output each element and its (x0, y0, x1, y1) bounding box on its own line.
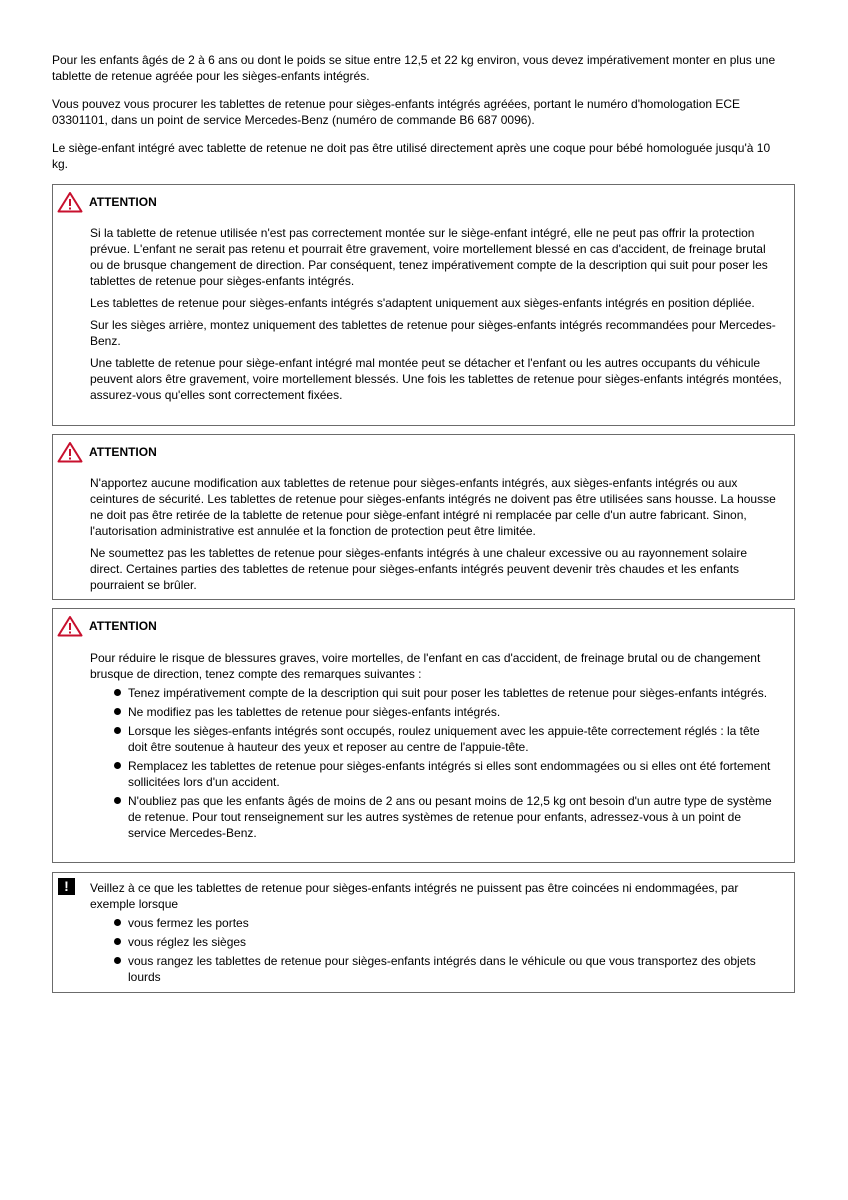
note-body (90, 880, 782, 988)
warning-title: ATTENTION (89, 195, 157, 209)
intro-text: Le siège-enfant intégré avec tablette de retenue ne doit pas être utilisé directement après une coque pour bébé homologuée jusqu'à 10 kg. (52, 141, 771, 171)
warning-triangle-icon (57, 615, 83, 637)
warning-box-2 (52, 434, 795, 600)
list-item-text: vous réglez les sièges (128, 935, 247, 949)
intro-paragraph-2 (52, 96, 787, 128)
list-item (90, 704, 782, 720)
warning-paragraph: Sur les sièges arrière, montez uniquement des tablettes de retenue pour sièges-enfants intégrés recommandées pour Mercedes-Benz. (90, 318, 776, 348)
list-item (90, 723, 782, 755)
intro-paragraph-1 (52, 52, 787, 84)
bullet-icon (114, 957, 121, 964)
warning-box-1 (52, 184, 795, 426)
note-box (52, 872, 795, 993)
warning-triangle-icon (57, 191, 83, 213)
warning-triangle-icon (57, 441, 83, 463)
warning-paragraph: Pour réduire le risque de blessures graves, voire mortelles, de l'enfant en cas d'accident, de freinage brutal ou de changement brusque de direction, tenez compte des remarques suivantes : (90, 651, 761, 681)
list-item-text: N'oubliez pas que les enfants âgés de moins de 2 ans ou pesant moins de 12,5 kg ont besoin d'un autre type de système de retenue. Pour tout renseignement sur les autres systèmes de retenue pour enfants, adressez-vous à un point de service Mercedes-Benz. (128, 794, 772, 840)
list-item-text: Remplacez les tablettes de retenue pour sièges-enfants intégrés si elles sont endommagées ou si elles ont été fortement sollicitées lors d'un accident. (128, 759, 771, 789)
list-item (90, 953, 782, 985)
warning-paragraph: Les tablettes de retenue pour sièges-enfants intégrés s'adaptent uniquement aux sièges-enfants intégrés en position dépliée. (90, 296, 755, 310)
note-text: Veillez à ce que les tablettes de retenue pour sièges-enfants intégrés ne puissent pas être coincées ni endommagées, par exemple lorsque (90, 881, 739, 911)
list-item-text: Ne modifiez pas les tablettes de retenue pour sièges-enfants intégrés. (128, 705, 501, 719)
bullet-icon (114, 797, 121, 804)
list-item-text: Lorsque les sièges-enfants intégrés sont occupés, roulez uniquement avec les appuie-tête correctement réglés : la tête doit être soutenue à hauteur des yeux et reposer au centre de l'appuie-tête. (128, 724, 760, 754)
warning-paragraph: Une tablette de retenue pour siège-enfant intégré mal montée peut se détacher et l'enfant ou les autres occupants du véhicule peuvent alors être gravement, voire mortellement blessés. Une fois les tablettes de retenue pour sièges-enfants intégrés montées, assurez-vous qu'elles sont correctement fixées. (90, 356, 782, 402)
intro-text: Vous pouvez vous procurer les tablettes de retenue pour sièges-enfants intégrés agréées, portant le numéro d'homologation ECE 03301101, dans un point de service Mercedes-Benz (numéro de commande B6 687 0096). (52, 97, 741, 127)
list-item (90, 758, 782, 790)
intro-paragraph-3 (52, 140, 787, 172)
list-item (90, 685, 782, 701)
bullet-icon (114, 708, 121, 715)
note-bullet-list (90, 915, 782, 985)
bullet-icon (114, 727, 121, 734)
bullet-icon (114, 919, 121, 926)
warning-paragraph: Ne soumettez pas les tablettes de retenue pour sièges-enfants intégrés à une chaleur excessive ou au rayonnement solaire direct. Certaines parties des tablettes de retenue pour sièges-enfants intégrés peuvent devenir très chaudes et les enfants pourraient se brûler. (90, 546, 748, 592)
bullet-icon (114, 762, 121, 769)
warning-body (90, 650, 782, 844)
exclamation-icon: ! (58, 878, 75, 895)
warning-paragraph: Si la tablette de retenue utilisée n'est pas correctement montée sur le siège-enfant intégré, elle ne peut pas offrir la protection prévue. L'enfant ne serait pas retenu et pourrait être gravement, voire mortellement blessé en cas d'accident, de freinage brutal ou de brusque changement de direction. Par conséquent, tenez impérativement compte de la description qui suit pour poser les tablettes de retenue pour sièges-enfants intégrés. (90, 226, 768, 288)
warning-box-3 (52, 608, 795, 863)
warning-title: ATTENTION (89, 445, 157, 459)
list-item-text: vous fermez les portes (128, 916, 249, 930)
warning-title: ATTENTION (89, 619, 157, 633)
warning-body (90, 475, 782, 599)
bullet-icon (114, 689, 121, 696)
intro-text: Pour les enfants âgés de 2 à 6 ans ou dont le poids se situe entre 12,5 et 22 kg environ, vous devez impérativement monter en plus une tablette de retenue agréée pour les sièges-enfants intégrés. (52, 53, 776, 83)
list-item-text: vous rangez les tablettes de retenue pour sièges-enfants intégrés dans le véhicule ou que vous transportez des objets lourds (128, 954, 756, 984)
warning-bullet-list (90, 685, 782, 841)
list-item (90, 915, 782, 931)
list-item-text: Tenez impérativement compte de la description qui suit pour poser les tablettes de retenue pour sièges-enfants intégrés. (128, 686, 768, 700)
list-item (90, 934, 782, 950)
warning-body (90, 225, 782, 409)
list-item (90, 793, 782, 841)
bullet-icon (114, 938, 121, 945)
warning-paragraph: N'apportez aucune modification aux tablettes de retenue pour sièges-enfants intégrés, aux sièges-enfants intégrés ou aux ceintures de sécurité. Les tablettes de retenue pour sièges-enfants intégrés ne doivent pas être utilisées sans housse. La housse ne doit pas être retirée de la tablette de retenue pour siège-enfant intégré ni remplacée par celle d'un autre fabricant. Sinon, l'autorisation administrative est annulée et la fonction de protection peut être limitée. (90, 476, 776, 538)
